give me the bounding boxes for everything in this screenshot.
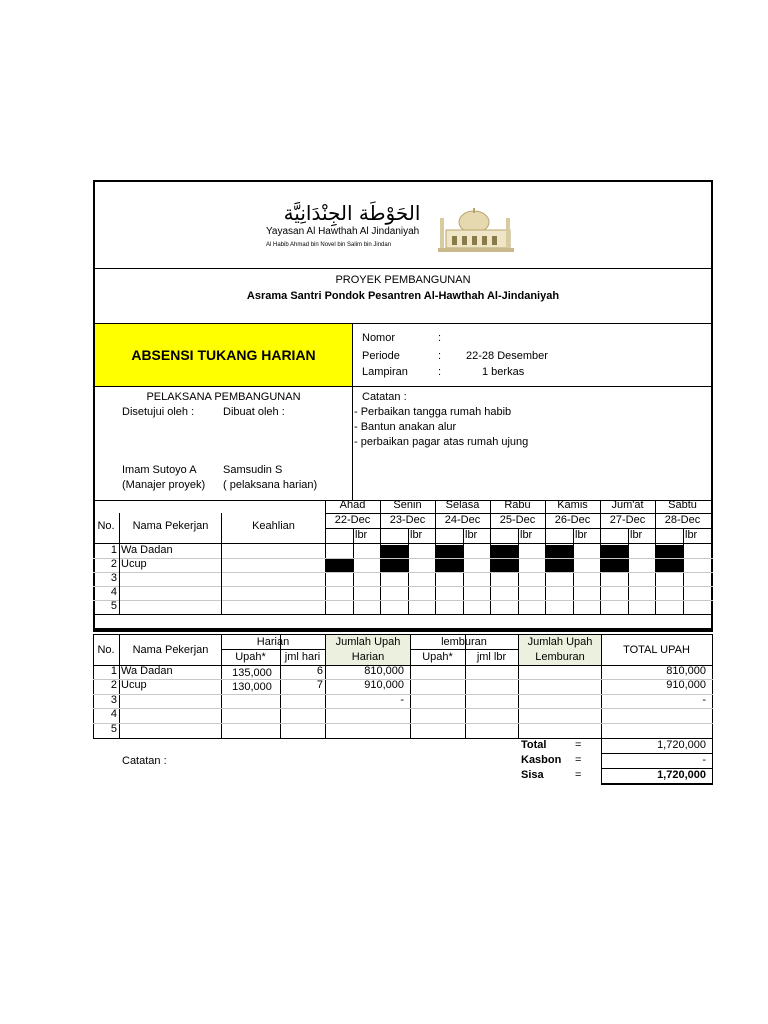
note-item: - Perbaikan tangga rumah habib [354, 406, 512, 418]
attendance-mark [546, 559, 573, 572]
col-jumlah-lembur-header: Jumlah Upah [527, 636, 593, 648]
pelaksana-title: PELAKSANA PEMBANGUNAN [146, 391, 301, 403]
row-total: - [702, 694, 706, 706]
lbr-label: lbr [630, 529, 643, 541]
attendance-mark [326, 559, 353, 572]
row-total: 810,000 [666, 665, 706, 677]
lbr-label: lbr [410, 529, 423, 541]
total-eq: = [575, 739, 582, 751]
day-date: 22-Dec [334, 514, 371, 526]
day-name: Senin [393, 499, 422, 511]
day-name: Rabu [504, 499, 531, 511]
table-rule [712, 500, 713, 614]
table-rule [221, 513, 222, 614]
table-rule [325, 528, 713, 529]
lbr-label: lbr [465, 529, 478, 541]
attendance-mark [436, 559, 463, 572]
attendance-mark [491, 545, 518, 558]
day-name: Ahad [339, 499, 366, 511]
attendance-mark [656, 559, 683, 572]
col-harian-header: Harian [256, 636, 290, 648]
sisa-eq: = [575, 769, 582, 781]
kasbon-label: Kasbon [521, 754, 562, 766]
lbr-label: lbr [575, 529, 588, 541]
project-title: PROYEK PEMBANGUNAN [335, 274, 471, 286]
nomor-label: Nomor [362, 332, 396, 344]
daily-total: - [400, 694, 404, 706]
col-total-header: TOTAL UPAH [623, 644, 690, 656]
table-rule [93, 543, 713, 544]
row-number: 2 [110, 558, 117, 570]
foundation-logo [262, 200, 517, 255]
table-rule [683, 528, 684, 614]
table-rule [93, 723, 713, 724]
attendance-mark [656, 545, 683, 558]
attendance-mark [381, 545, 408, 558]
table-rule [93, 614, 713, 615]
day-name: Jum'at [611, 499, 644, 511]
row-number: 1 [110, 665, 117, 677]
table-rule [410, 649, 518, 650]
day-date: 24-Dec [444, 514, 481, 526]
table-rule [628, 528, 629, 614]
table-rule [573, 528, 574, 614]
summary-notes-label: Catatan : [122, 755, 167, 767]
col-lemburan-header: lemburan [441, 636, 487, 648]
daily-wage: 135,000 [232, 667, 272, 679]
note-item: - Bantun anakan alur [354, 421, 457, 433]
attendance-mark [546, 545, 573, 558]
row-total: 910,000 [666, 679, 706, 691]
periode-colon: : [438, 350, 442, 362]
daily-total: 910,000 [364, 679, 404, 691]
worker-name: Wa Dadan [121, 665, 173, 677]
attendance-mark [491, 559, 518, 572]
table-rule [518, 528, 519, 614]
col-no-header: No. [97, 644, 115, 656]
table-rule [93, 600, 713, 601]
lampiran-label: Lampiran [362, 366, 408, 378]
row-number: 3 [110, 694, 117, 706]
logo-latin-text: Yayasan Al Hawthah Al Jindaniyah [266, 226, 420, 237]
note-item: - perbaikan pagar atas rumah ujung [354, 436, 529, 448]
day-name: Kamis [557, 499, 588, 511]
maker-name: Samsudin S [223, 464, 283, 476]
lampiran-value: 1 berkas [482, 366, 525, 378]
day-name: Sabtu [668, 499, 697, 511]
row-number: 4 [110, 708, 117, 720]
attendance-mark [601, 545, 628, 558]
lbr-label: lbr [685, 529, 698, 541]
kasbon-eq: = [575, 754, 582, 766]
col-upah-header: Upah* [235, 651, 266, 663]
col-jml-lbr-header: jml lbr [476, 651, 507, 663]
table-rule [93, 586, 713, 587]
table-rule [408, 528, 409, 614]
table-rule [325, 500, 326, 614]
nomor-colon: : [438, 332, 442, 344]
worker-name: Wa Dadan [121, 544, 173, 556]
row-number: 5 [110, 600, 117, 612]
table-rule [93, 708, 713, 709]
row-number: 5 [110, 723, 117, 735]
approver-name: Imam Sutoyo A [122, 464, 197, 476]
project-location: Asrama Santri Pondok Pesantren Al-Hawthah Al-Jindaniyah [246, 290, 560, 302]
day-date: 27-Dec [609, 514, 646, 526]
total-value: 1,720,000 [657, 739, 706, 751]
table-rule [119, 513, 120, 614]
logo-subtitle-text: Al Habib Ahmad bin Novel bin Salim bin Jindan [266, 242, 392, 248]
col-name-header: Nama Pekerjan [132, 520, 209, 532]
col-jumlah-harian-header: Harian [351, 651, 385, 663]
total-label: Total [521, 739, 547, 751]
col-jml-hari-header: jml hari [284, 651, 321, 663]
notes-label: Catatan : [362, 391, 407, 403]
table-rule [221, 649, 325, 650]
daily-wage: 130,000 [232, 681, 272, 693]
approved-by-label: Disetujui oleh : [122, 406, 195, 418]
approver-role: (Manajer proyek) [122, 479, 206, 491]
row-number: 2 [110, 679, 117, 691]
sisa-value: 1,720,000 [657, 769, 706, 781]
col-name-header: Nama Pekerjan [132, 644, 209, 656]
col-jumlah-lembur-header: Lemburan [535, 651, 585, 663]
days-worked: 7 [316, 679, 323, 691]
col-skill-header: Keahlian [252, 520, 295, 532]
day-date: 25-Dec [499, 514, 536, 526]
attendance-mark [601, 559, 628, 572]
days-worked: 6 [316, 665, 323, 677]
table-rule [93, 572, 713, 573]
lbr-label: lbr [520, 529, 533, 541]
table-rule [353, 528, 354, 614]
document-title: ABSENSI TUKANG HARIAN [131, 347, 316, 363]
logo-arabic-text: الحَوْطَة الجِنْدَانِيَّة [283, 201, 421, 225]
day-date: 26-Dec [554, 514, 591, 526]
worker-name: Ucup [121, 679, 147, 691]
attendance-mark [436, 545, 463, 558]
day-date: 28-Dec [664, 514, 701, 526]
sisa-label: Sisa [521, 769, 544, 781]
col-upah-lembur-header: Upah* [422, 651, 453, 663]
kasbon-value: - [702, 754, 706, 766]
row-number: 1 [110, 544, 117, 556]
lbr-label: lbr [355, 529, 368, 541]
attendance-mark [381, 559, 408, 572]
made-by-label: Dibuat oleh : [223, 406, 285, 418]
table-rule [463, 528, 464, 614]
row-number: 3 [110, 572, 117, 584]
col-no-header: No. [97, 520, 115, 532]
maker-role: ( pelaksana harian) [223, 479, 318, 491]
day-date: 23-Dec [389, 514, 426, 526]
day-name: Selasa [445, 499, 480, 511]
row-number: 4 [110, 586, 117, 598]
table-rule [325, 513, 713, 514]
periode-value: 22-28 Desember [466, 350, 548, 362]
daily-total: 810,000 [364, 665, 404, 677]
table-rule [93, 630, 713, 632]
worker-name: Ucup [121, 558, 147, 570]
periode-label: Periode [362, 350, 400, 362]
col-jumlah-harian-header: Jumlah Upah [335, 636, 401, 648]
mosque-icon [438, 206, 514, 252]
lampiran-colon: : [438, 366, 442, 378]
